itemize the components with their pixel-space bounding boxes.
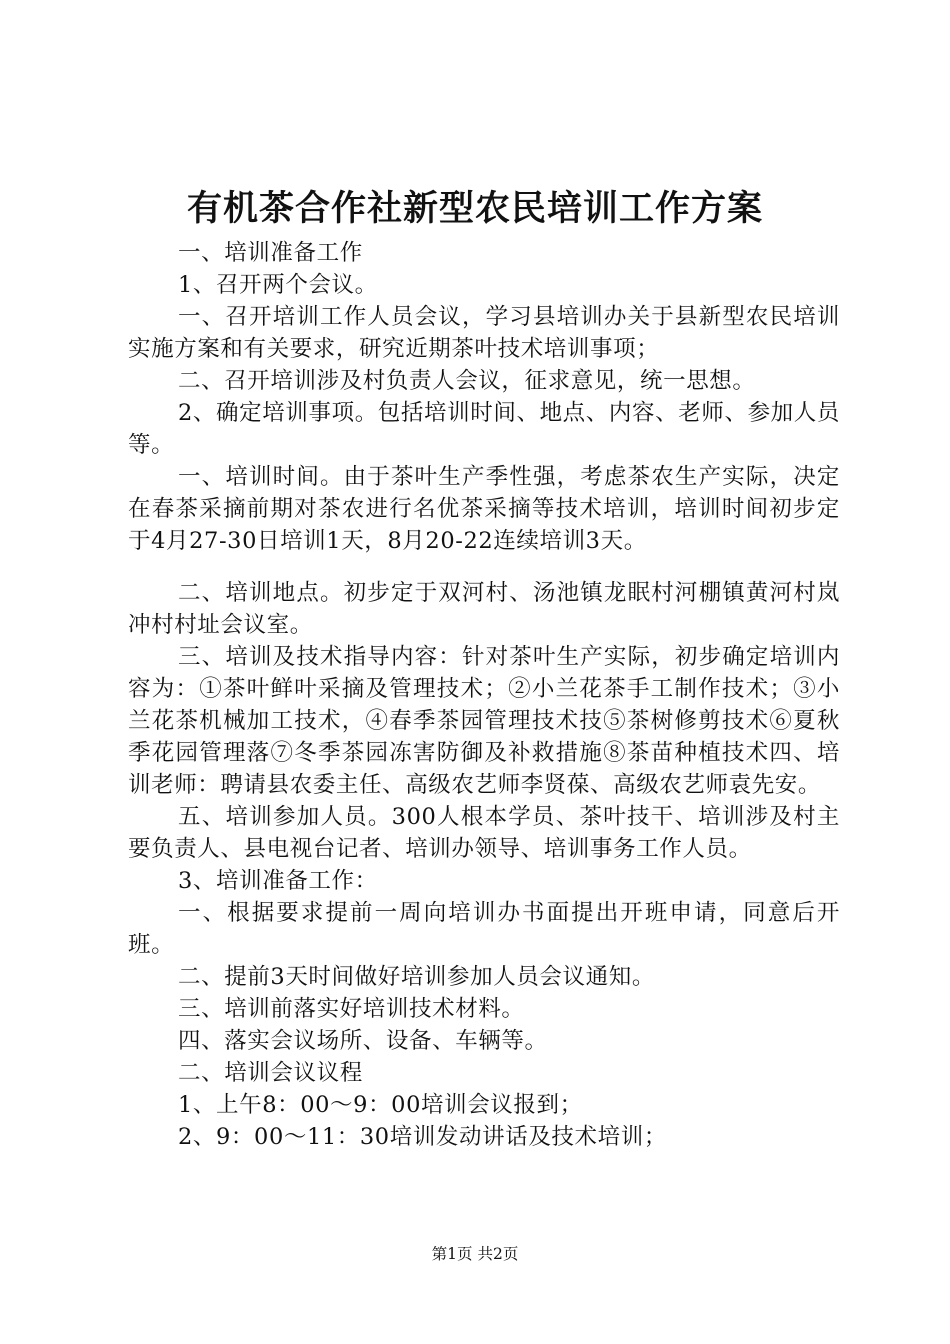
- document-title: 有机茶合作社新型农民培训工作方案: [186, 188, 763, 229]
- document-body: [128, 237, 840, 1153]
- section-heading: 一、培训准备工作: [178, 240, 363, 266]
- paragraph: 一、召开培训工作人员会议，学习县培训办关于县新型农民培训实施方案和有关要求，研究近期茶叶技术培训事项；: [128, 304, 840, 362]
- paragraph: 四、落实会议场所、设备、车辆等。: [178, 1028, 548, 1054]
- paragraph: 一、培训时间。由于茶叶生产季性强，考虑茶农生产实际，决定在春茶采摘前期对茶农进行名优茶采摘等技术培训，培训时间初步定于4月27-30日培训1天，8月20-22连续培训3天。: [128, 464, 840, 554]
- paragraph: 2、9：00～11：30培训发动讲话及技术培训；: [178, 1124, 667, 1150]
- paragraph: 3、培训准备工作：: [178, 868, 378, 894]
- paragraph: 1、上午8：00～9：00培训会议报到；: [178, 1092, 583, 1118]
- paragraph: 一、根据要求提前一周向培训办书面提出开班申请，同意后开班。: [128, 900, 840, 958]
- paragraph: 二、召开培训涉及村负责人会议，征求意见，统一思想。: [178, 368, 756, 394]
- paragraph: 2、确定培训事项。包括培训时间、地点、内容、老师、参加人员等。: [128, 400, 840, 458]
- section-heading: 二、培训会议议程: [178, 1060, 363, 1086]
- paragraph: 三、培训及技术指导内容：针对茶叶生产实际，初步确定培训内容为：①茶叶鲜叶采摘及管理技术；②小兰花茶手工制作技术；③小兰花茶机械加工技术，④春季茶园管理技术技⑤茶树修剪技术⑥夏秋季花园管理落⑦冬季茶园冻害防御及补救措施⑧茶苗种植技术四、培训老师：聘请县农委主任、高级农艺师李贤葆、高级农艺师袁先安。: [128, 644, 840, 798]
- paragraph: 三、培训前落实好培训技术材料。: [178, 996, 525, 1022]
- paragraph: 二、提前3天时间做好培训参加人员会议通知。: [178, 964, 655, 990]
- page-number-footer: 第1页 共2页: [431, 1245, 519, 1263]
- paragraph: 1、召开两个会议。: [178, 272, 378, 298]
- paragraph: 二、培训地点。初步定于双河村、汤池镇龙眠村河棚镇黄河村岚冲村村址会议室。: [128, 580, 840, 638]
- paragraph: 五、培训参加人员。300人根本学员、茶叶技干、培训涉及村主要负责人、县电视台记者、培训办领导、培训事务工作人员。: [128, 804, 840, 862]
